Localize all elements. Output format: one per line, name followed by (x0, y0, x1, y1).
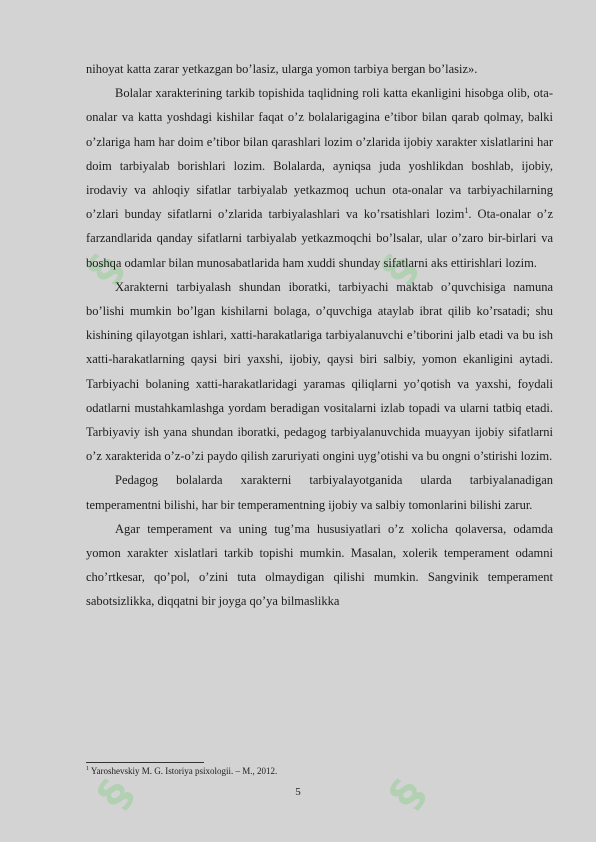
watermark-right-top: § (372, 243, 429, 293)
paragraph-2-continuation: . Ota-onalar o’z farzandlarida qanday sifatlarni tarbiyalab yetkazmoqchi bo’lsalar, ular o’zaro bir-birlari va boshqa odamlar bilan munosabatlarida ham xuddi shunday sifatlarni aks ettirishlari lozim. (86, 207, 553, 270)
footnote (86, 765, 277, 777)
footnote-text: Yaroshevskiy M. G. Istoriya psixologii. – M., 2012. (89, 766, 278, 776)
page-number: 5 (295, 786, 301, 798)
footnote-mark: 1 (86, 766, 89, 772)
paragraph-4: Pedagog bolalarda xarakterni tarbiyalayotganida ularda tarbiyalanadigan temperamentni bilishi, har bir temperamentning ijobiy va salbiy tomonlarini bilishi zarur. (86, 473, 553, 512)
paragraph-5: Agar temperament va uning tug’ma hususiyatlari o’z xolicha qolaversa, odamda yomon xarakter xislatlari tarkib topishi mumkin. Masalan, xolerik temperament odamni cho’rtkesar, qo’pol, o’zini tuta olmaydigan qilishi mumkin. Sangvinik temperament sabotsizlikka, diqqatni bir joyga qo’ya bilmaslikka (86, 521, 553, 609)
paragraph-3: Xarakterni tarbiyalash shundan iboratki, tarbiyachi maktab o’quvchisiga namuna bo’lishi mumkin bo’lgan kishilarni bolaga, o’quvchiga ataylab ibrat qilib ko’rsatadi; shu kishining qilayotgan ishlari, xatti-harakatlariga tarbiyalanuvchi e’tiborini jalb etadi va bu ish xatti-harakatlarning qaysi biri yaxshi, ijobiy, qaysi biri salbiy, yomon ekanligini aytadi. Tarbiyachi bolaning xatti-harakatlaridagi yaramas qiliqlarni yo’qotish va yaxshi, foydali odatlarni mustahkamlashga yordam beradigan vositalarni izlab topadi va ularni tatbiq etadi. Tarbiyaviy ish yana shundan iboratki, pedagog tarbiyalanuvchida muayyan ijobiy sifatlarni o’z xarakterida o’z-o’zi paydo qilish zaruriyati ongini uyg’otishi va bu ongni o’stirishi lozim. (86, 279, 553, 464)
watermark-left-bottom: § (88, 768, 145, 818)
paragraph-2-text: Bolalar xarakterining tarkib topishida taqlidning roli katta ekanligini hisobga olib, ota-onalar va katta yoshdagi kishilar faqat o’z bolalarigagina e’tibor bilan qarab qolmay, balki o’zlariga ham har doim e’tibor bilan qarashlari lozim o’zlarida ijobiy xarakter xislatlarini har doim tarbiyalab borishlari lozim. Bolalarda, ayniqsa juda yoshlikdan boshlab, ijobiy, irodaviy va ahloqiy sifatlar tarbiyalab yetkazmoq uchun ota-onalar va tarbiyachilarning o’zlari bunday sifatlarni o’zlarida tarbiyalashlari va ko’rsatishlari lozim (86, 86, 553, 222)
paragraph-2 (86, 81, 553, 275)
watermark-left-top: § (78, 243, 135, 293)
paragraph-1: nihoyat katta zarar yetkazgan bo’lasiz, ularga yomon tarbiya bergan bo’lasiz». (86, 62, 478, 76)
watermark-right-bottom: § (380, 768, 437, 818)
footnote-reference[interactable]: 1 (464, 206, 469, 216)
footnote-divider (86, 762, 204, 763)
body-text (86, 57, 553, 614)
